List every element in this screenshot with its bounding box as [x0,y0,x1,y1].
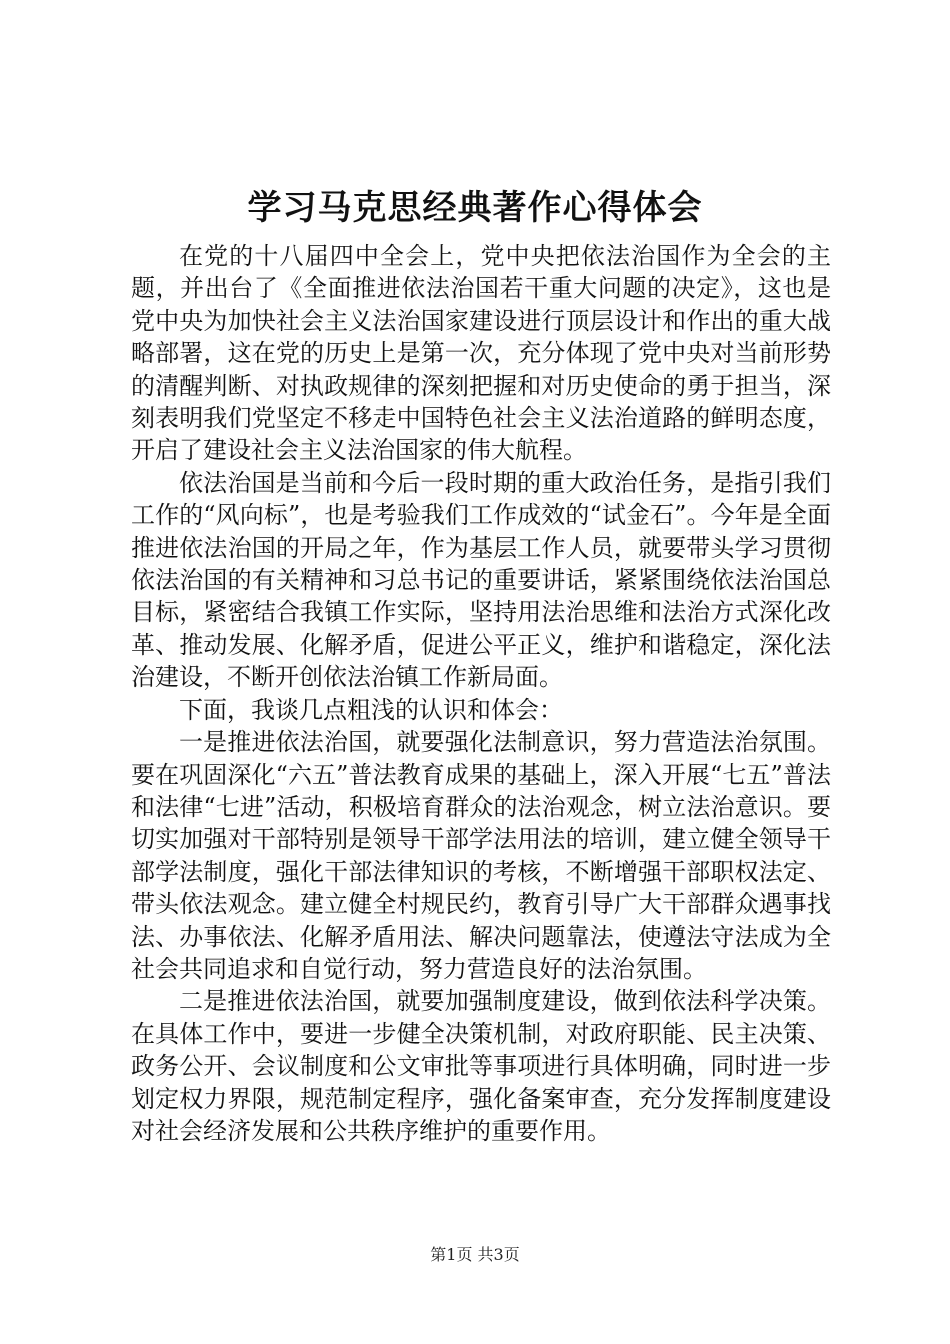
paragraph: 依法治国是当前和今后一段时期的重大政治任务，是指引我们工作的“风向标”，也是考验我们工作成效的“试金石”。今年是全面推进依法治国的开局之年，作为基层工作人员，就要带头学习贯彻依法治国的有关精神和习总书记的重要讲话，紧紧围绕依法治国总目标，紧密结合我镇工作实际，坚持用法治思维和法治方式深化改革、推动发展、化解矛盾，促进公平正义，维护和谐稳定，深化法治建设，不断开创依法治镇工作新局面。 [131,468,831,692]
document-body [131,240,831,1147]
paragraph: 一是推进依法治国，就要强化法制意识，努力营造法治氛围。要在巩固深化“六五”普法教育成果的基础上，深入开展“七五”普法和法律“七进”活动，积极培育群众的法治观念，树立法治意识。要切实加强对干部特别是领导干部学法用法的培训，建立健全领导干部学法制度，强化干部法律知识的考核，不断增强干部职权法定、带头依法观念。建立健全村规民约，教育引导广大干部群众遇事找法、办事依法、化解矛盾用法、解决问题靠法，使遵法守法成为全社会共同追求和自觉行动，努力营造良好的法治氛围。 [131,728,831,983]
page-number-footer: 第1页 共3页 [430,1245,520,1264]
paragraph: 二是推进依法治国，就要加强制度建设，做到依法科学决策。在具体工作中，要进一步健全决策机制，对政府职能、民主决策、政务公开、会议制度和公文审批等事项进行具体明确，同时进一步划定权力界限，规范制定程序，强化备案审查，充分发挥制度建设对社会经济发展和公共秩序维护的重要作用。 [131,987,831,1145]
paragraph: 在党的十八届四中全会上，党中央把依法治国作为全会的主题，并出台了《全面推进依法治国若干重大问题的决定》，这也是党中央为加快社会主义法治国家建设进行顶层设计和作出的重大战略部署，这在党的历史上是第一次，充分体现了党中央对当前形势的清醒判断、对执政规律的深刻把握和对历史使命的勇于担当，深刻表明我们党坚定不移走中国特色社会主义法治道路的鲜明态度，开启了建设社会主义法治国家的伟大航程。 [131,242,831,465]
paragraph: 下面，我谈几点粗浅的认识和体会： [179,695,563,724]
document-title: 学习马克思经典著作心得体会 [247,188,703,228]
